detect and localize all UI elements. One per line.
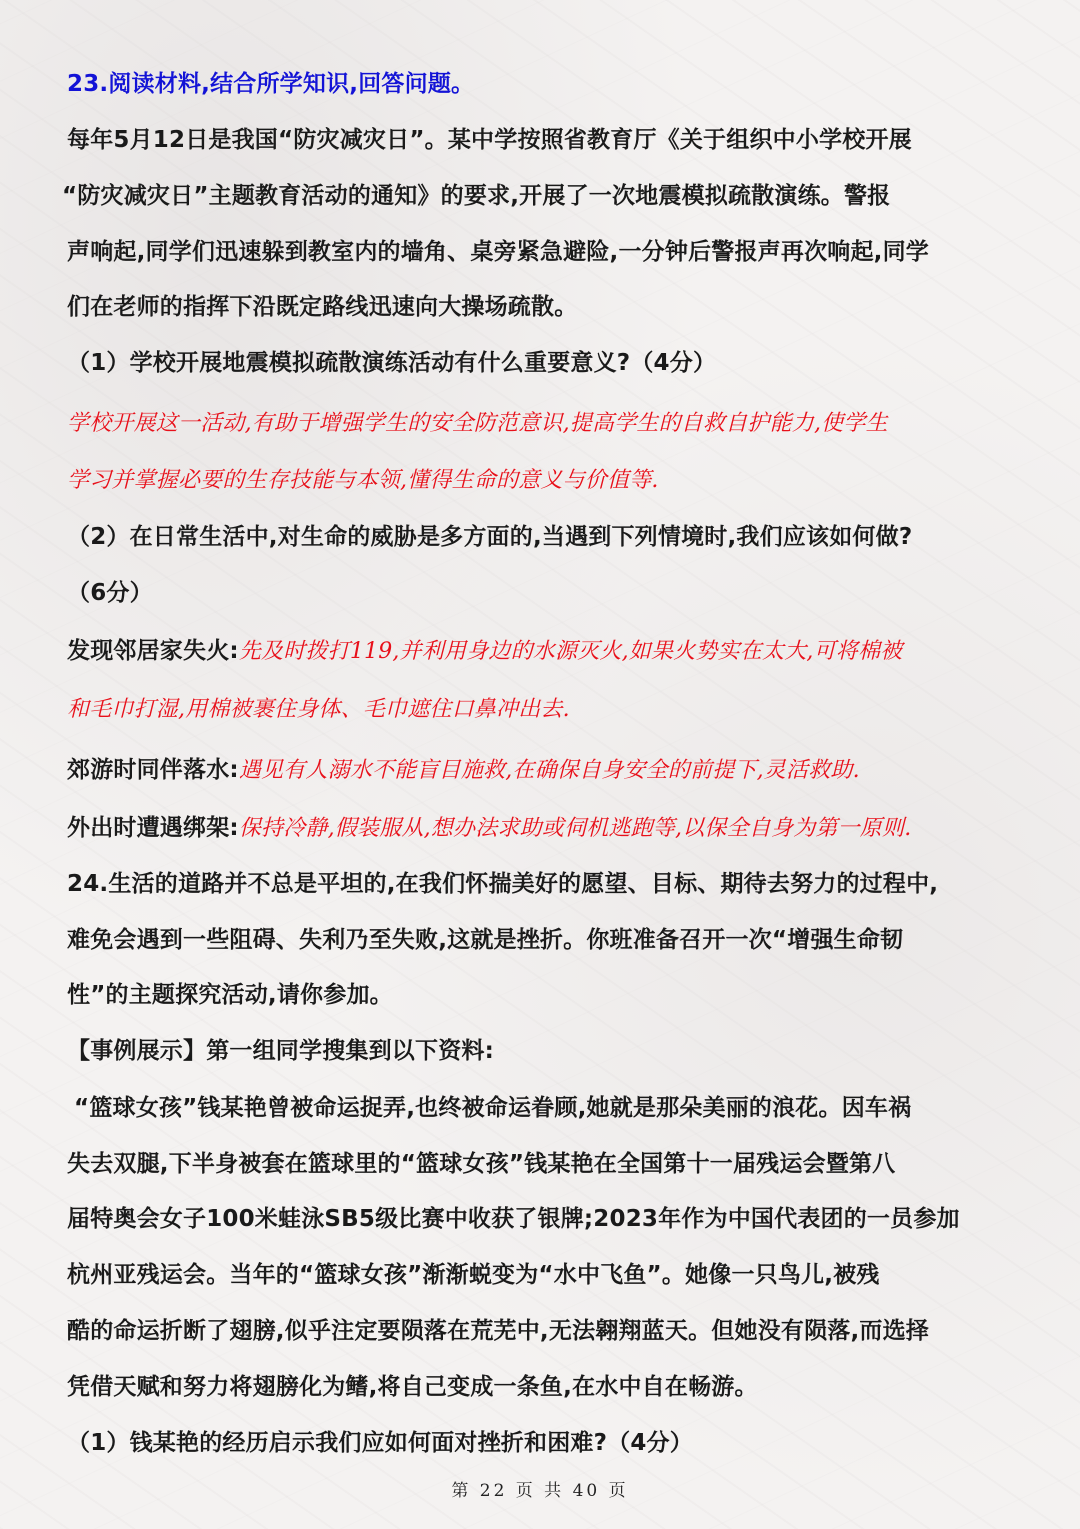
scenario-answer: 先及时拨打119,并利用身边的水源灭火,如果火势实在太大,可将棉被: [238, 639, 903, 664]
q24-intro-line: 24.生活的道路并不总是平坦的,在我们怀揣美好的愿望、目标、期待去努力的过程中,: [67, 871, 939, 897]
q23-title: 23.阅读材料,结合所学知识,回答问题。: [67, 71, 475, 97]
scenario-label: 发现邻居家失火:: [67, 638, 239, 664]
q24-case-heading: 【事例展示】第一组同学搜集到以下资料:: [67, 1038, 494, 1064]
scenario-answer: 保持冷静,假装服从,想办法求助或伺机逃跑等,以保全自身为第一原则.: [238, 816, 912, 841]
q24-case-line: “篮球女孩”钱某艳曾被命运捉弄,也终被命运眷顾,她就是那朵美丽的浪花。因车祸: [74, 1095, 912, 1121]
scenario-answer-cont: 和毛巾打湿,用棉被裹住身体、毛巾遮住口鼻冲出去.: [67, 697, 570, 722]
scenario-kidnapping: [67, 813, 1040, 844]
q23-material-line: “防灾减灾日”主题教育活动的通知》的要求,开展了一次地震模拟疏散演练。警报: [62, 183, 891, 209]
scenario-drowning: [67, 755, 1040, 786]
q23-sub1-answer-line: 学习并掌握必要的生存技能与本领,懂得生命的意义与价值等.: [67, 468, 659, 493]
q24-sub1-question: （1）钱某艳的经历启示我们应如何面对挫折和困难?（4分）: [67, 1430, 693, 1456]
scenario-fire: [67, 636, 1040, 667]
q24-intro-line: 难免会遇到一些阻碍、失利乃至失败,这就是挫折。你班准备召开一次“增强生命韧: [67, 927, 904, 953]
q23-sub2-question: （2）在日常生活中,对生命的威胁是多方面的,当遇到下列情境时,我们应该如何做?: [67, 524, 913, 550]
q23-material-line: 声响起,同学们迅速躲到教室内的墙角、桌旁紧急避险,一分钟后警报声再次响起,同学: [67, 239, 930, 265]
page-number: 第 22 页 共 40 页: [451, 1481, 629, 1501]
q23-sub1-question: （1）学校开展地震模拟疏散演练活动有什么重要意义?（4分）: [67, 350, 717, 376]
scenario-label: 郊游时同伴落水:: [67, 757, 239, 783]
q24-intro-line: 性”的主题探究活动,请你参加。: [67, 982, 393, 1008]
q23-sub2-question-score: （6分）: [67, 580, 153, 606]
q24-case-line: 杭州亚残运会。当年的“篮球女孩”渐渐蜕变为“水中飞鱼”。她像一只鸟儿,被残: [67, 1262, 880, 1288]
q24-case-line: 失去双腿,下半身被套在篮球里的“篮球女孩”钱某艳在全国第十一届残运会暨第八: [67, 1151, 896, 1177]
q23-material-line: 每年5月12日是我国“防灾减灾日”。某中学按照省教育厅《关于组织中小学校开展: [67, 127, 912, 153]
q24-case-line: 届特奥会女子100米蛙泳SB5级比赛中收获了银牌;2023年作为中国代表团的一员参加: [67, 1206, 960, 1232]
q24-case-line: 酷的命运折断了翅膀,似乎注定要陨落在荒芜中,无法翱翔蓝天。但她没有陨落,而选择: [67, 1318, 930, 1344]
q23-sub1-answer-line: 学校开展这一活动,有助于增强学生的安全防范意识,提高学生的自救自护能力,使学生: [67, 411, 888, 436]
scenario-label: 外出时遭遇绑架:: [67, 815, 239, 841]
scenario-answer: 遇见有人溺水不能盲目施救,在确保自身安全的前提下,灵活救助.: [238, 758, 860, 783]
q23-material-line: 们在老师的指挥下沿既定路线迅速向大操场疏散。: [67, 294, 578, 320]
q24-case-line: 凭借天赋和努力将翅膀化为鳍,将自己变成一条鱼,在水中自在畅游。: [67, 1374, 758, 1400]
